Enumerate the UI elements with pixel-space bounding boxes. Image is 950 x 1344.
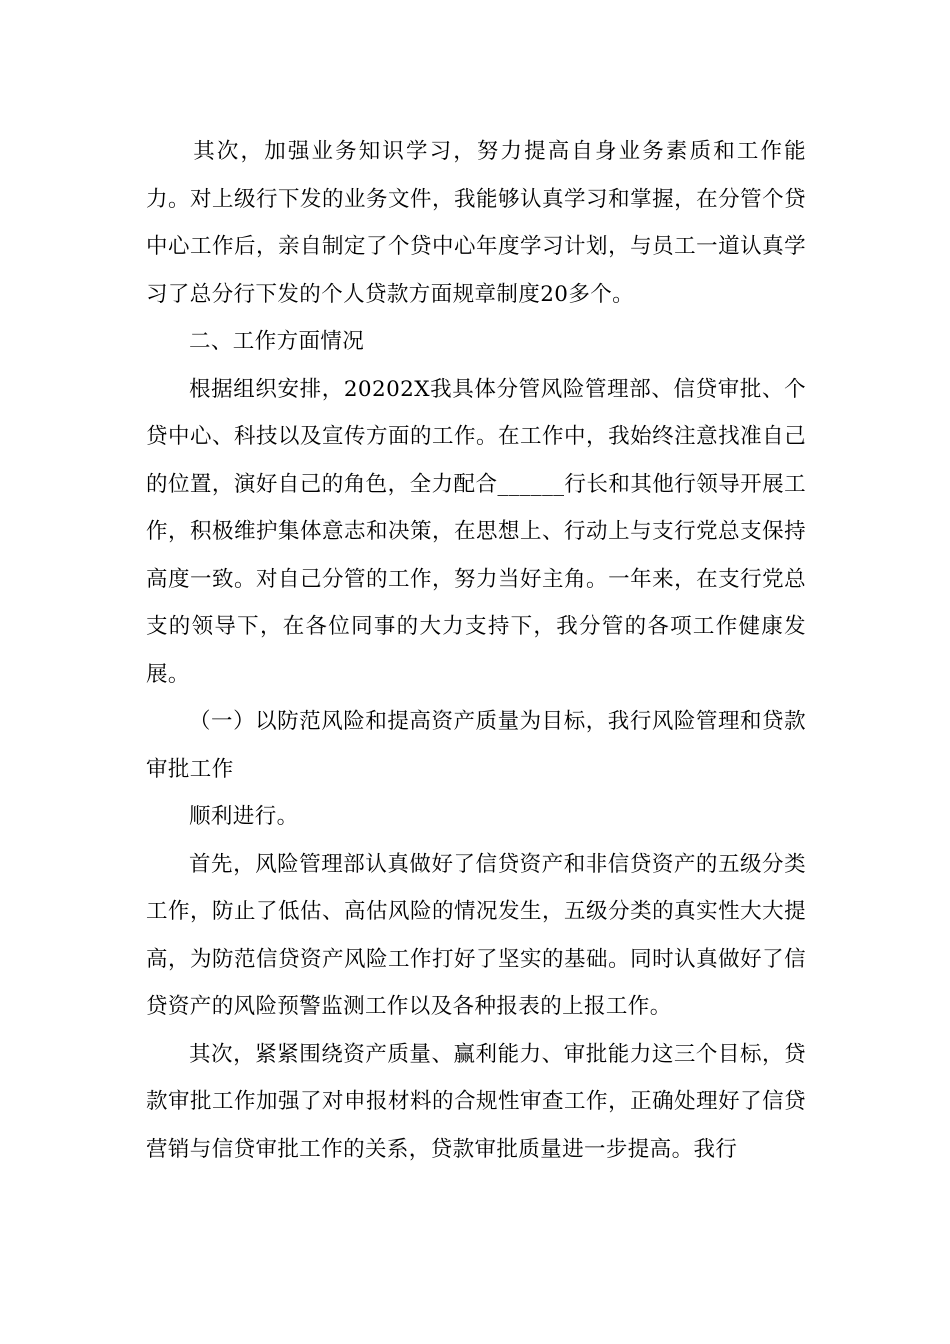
section-heading-work: 二、工作方面情况 [189,329,365,354]
paragraph-smooth: 顺利进行。 [189,804,299,829]
paragraph-risk-management: 首先，风险管理部认真做好了信贷资产和非信贷资产的五级分类工作，防止了低估、高估风险的情况发生，五级分类的真实性大大提高，为防范信贷资产风险工作打好了坚实的基础。同时认真做好了信贷资产的风险预警监测工作以及各种报表的上报工作。 [146,851,806,1019]
document-body [146,128,806,1173]
paragraph-loan-approval: 其次，紧紧围绕资产质量、赢利能力、审批能力这三个目标，贷款审批工作加强了对申报材料的合规性审查工作，正确处理好了信贷营销与信贷审批工作的关系，贷款审批质量进一步提高。我行 [146,1041,806,1162]
paragraph-assignment: 根据组织安排，20202X我具体分管风险管理部、信贷审批、个贷中心、科技以及宣传方面的工作。在工作中，我始终注意找准自己的位置，演好自己的角色，全力配合______行长和其他行领导开展工作，积极维护集体意志和决策，在思想上、行动上与支行党总支保持高度一致。对自己分管的工作，努力当好主角。一年来，在支行党总支的领导下，在各位同事的大力支持下，我分管的各项工作健康发展。 [146,376,806,687]
subsection-heading-risk: （一）以防范风险和提高资产质量为目标，我行风险管理和贷款审批工作 [146,709,806,782]
paragraph-study: 其次，加强业务知识学习，努力提高自身业务素质和工作能力。对上级行下发的业务文件，我能够认真学习和掌握，在分管个贷中心工作后，亲自制定了个贷中心年度学习计划，与员工一道认真学习了总分行下发的个人贷款方面规章制度20多个。 [146,139,806,307]
